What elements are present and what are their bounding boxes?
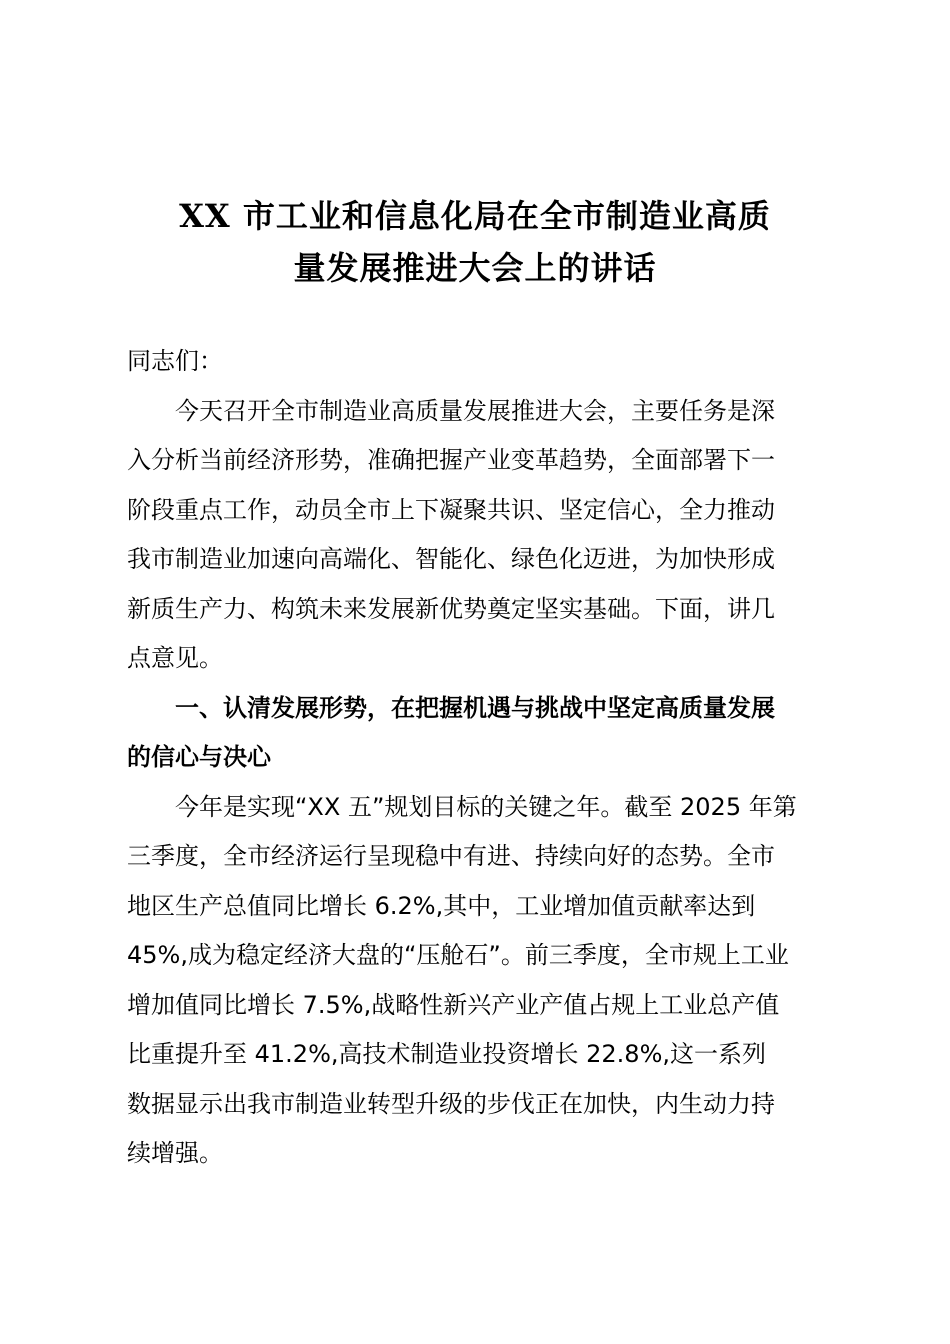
title-line: 量发展推进大会上的讲话 [293, 249, 657, 287]
text-line: 入分析当前经济形势，准确把握产业变革趋势，全面部署下一 [127, 446, 775, 474]
document-title [120, 190, 830, 294]
text-line: 三季度，全市经济运行呈现稳中有进、持续向好的态势。全市 [127, 842, 775, 870]
text-line: 续增强。 [127, 1139, 223, 1167]
text-line: 45%,成为稳定经济大盘的“压舱石”。前三季度，全市规上工业 [127, 941, 789, 969]
text-line: 点意见。 [127, 644, 223, 672]
text-line: 数据显示出我市制造业转型升级的步伐正在加快，内生动力持 [127, 1089, 775, 1118]
text-line: 今年是实现“XX 五”规划目标的关键之年。截至 2025 年第 [175, 792, 797, 821]
text-line: 地区生产总值同比增长 6.2%,其中，工业增加值贡献率达到 [127, 891, 756, 920]
paragraph-intro [127, 387, 827, 684]
heading-line: 一、认清发展形势，在把握机遇与挑战中坚定高质量发展 [175, 693, 775, 722]
text-line: 阶段重点工作，动员全市上下凝聚共识、坚定信心，全力推动 [127, 495, 775, 524]
title-line: XX 市工业和信息化局在全市制造业高质 [179, 197, 771, 235]
text-line: 新质生产力、构筑未来发展新优势奠定坚实基础。下面，讲几 [127, 594, 775, 623]
text-line: 我市制造业加速向高端化、智能化、绿色化迈进，为加快形成 [127, 545, 775, 573]
text-line: 比重提升至 41.2%,高技术制造业投资增长 22.8%,这一系列 [127, 1040, 766, 1068]
text-line: 今天召开全市制造业高质量发展推进大会，主要任务是深 [175, 396, 775, 425]
text-line: 增加值同比增长 7.5%,战略性新兴产业产值占规上工业总产值 [127, 990, 780, 1019]
document-body [127, 337, 827, 1179]
paragraph-situation [127, 783, 827, 1179]
salutation: 同志们： [127, 347, 223, 375]
heading-line: 的信心与决心 [127, 743, 271, 771]
section-heading [127, 684, 827, 783]
